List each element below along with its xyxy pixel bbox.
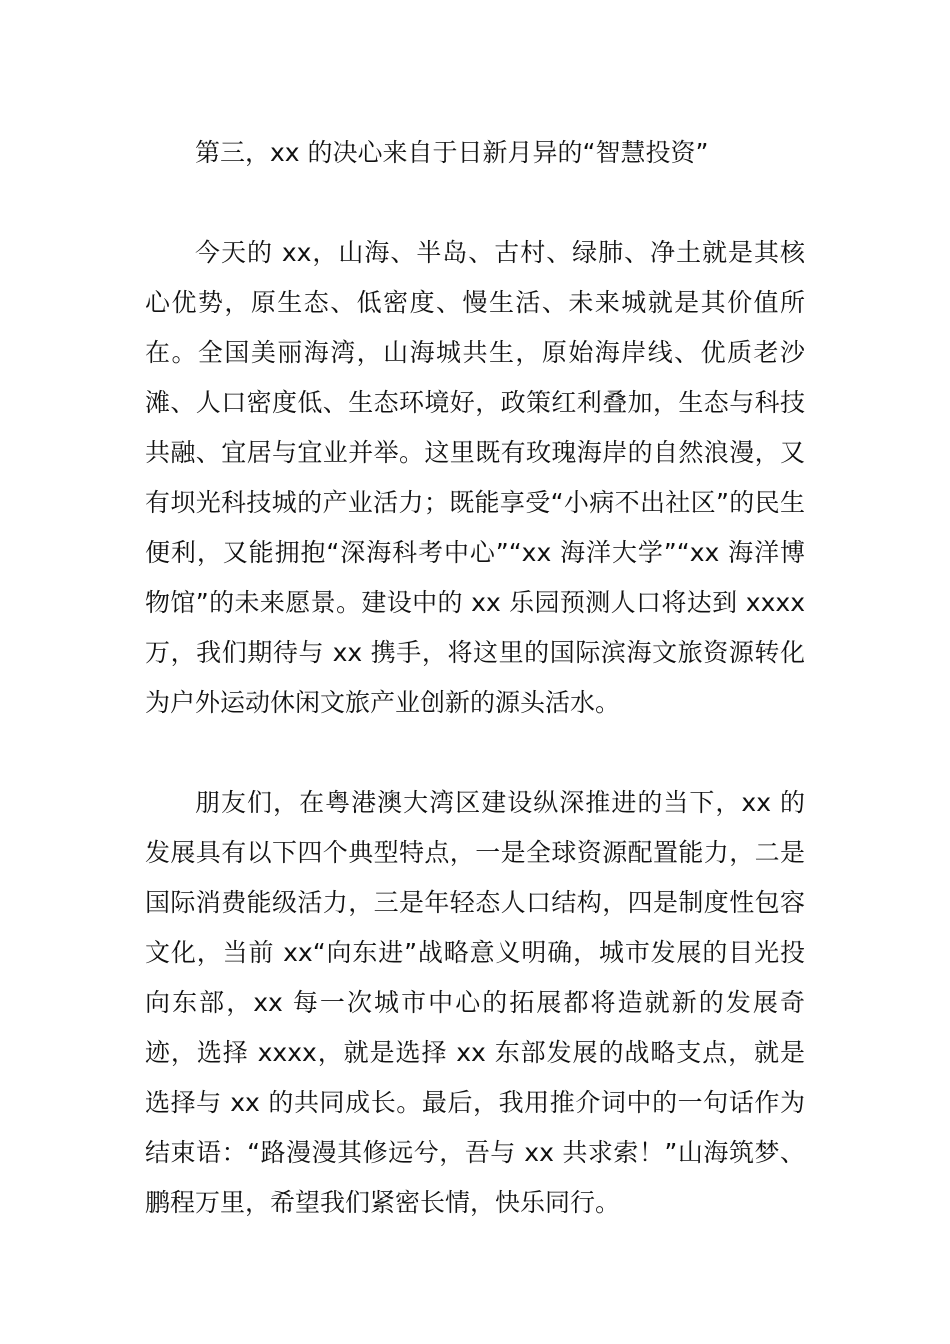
paragraph-spacer: [145, 178, 805, 228]
paragraph-spacer: [145, 728, 805, 778]
section-heading: 第三，xx 的决心来自于日新月异的“智慧投资”: [195, 138, 709, 167]
body-paragraph-1: 今天的 xx，山海、半岛、古村、绿肺、净土就是其核心优势，原生态、低密度、慢生活、未来城就是其价值所在。全国美丽海湾，山海城共生，原始海岸线、优质老沙滩、人口密度低、生态环境好，政策红利叠加，生态与科技共融、宜居与宜业并举。这里既有玫瑰海岸的自然浪漫，又有坝光科技城的产业活力；既能享受“小病不出社区”的民生便利，又能拥抱“深海科考中心”“xx 海洋大学”“xx 海洋博物馆”的未来愿景。建设中的 xx 乐园预测人口将达到 xxxx 万，我们期待与 xx 携手，将这里的国际滨海文旅资源转化为户外运动休闲文旅产业创新的源头活水。: [145, 238, 805, 717]
document-body: [145, 128, 805, 1228]
body-paragraph-2: 朋友们，在粤港澳大湾区建设纵深推进的当下，xx 的发展具有以下四个典型特点，一是全球资源配置能力，二是国际消费能级活力，三是年轻态人口结构，四是制度性包容文化，当前 xx“向东进”战略意义明确，城市发展的目光投向东部，xx 每一次城市中心的拓展都将造就新的发展奇迹，选择 xxxx，就是选择 xx 东部发展的战略支点，就是选择与 xx 的共同成长。最后，我用推介词中的一句话作为结束语：“路漫漫其修远兮，吾与 xx 共求索！”山海筑梦、鹏程万里，希望我们紧密长情，快乐同行。: [145, 788, 805, 1217]
